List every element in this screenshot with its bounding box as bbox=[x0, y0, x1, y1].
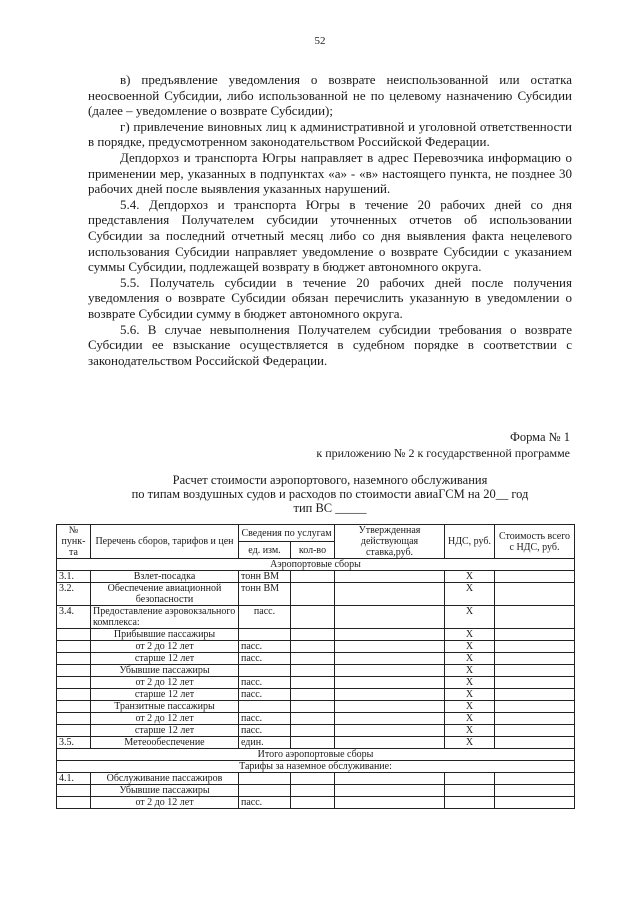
table-row bbox=[57, 797, 575, 809]
row-name: Взлет-посадка bbox=[91, 571, 239, 583]
table-row bbox=[57, 571, 575, 583]
header-cost: Стоимость всего с НДС, руб. bbox=[495, 525, 575, 559]
form-title-line: Расчет стоимости аэропортового, наземного обслуживания bbox=[172, 473, 488, 487]
table-row bbox=[57, 665, 575, 677]
row-name: от 2 до 12 лет bbox=[91, 797, 239, 809]
row-name: Предоставление аэровокзального комплекса: bbox=[91, 606, 239, 629]
row-num: 3.1. bbox=[57, 571, 91, 583]
row-num bbox=[57, 689, 91, 701]
form-title-line: по типам воздушных судов и расходов по стоимости авиаГСМ на 20__ год bbox=[131, 487, 529, 501]
row-unit: пасс. bbox=[239, 797, 291, 809]
table-row bbox=[57, 773, 575, 785]
paragraph: г) привлечение виновных лиц к административной и уголовной ответственности в порядке, предусмотренном законодательством Российской Федерации. bbox=[88, 118, 572, 150]
calculation-table bbox=[56, 524, 575, 809]
row-unit: тонн ВМ bbox=[239, 583, 291, 606]
row-num: 3.5. bbox=[57, 737, 91, 749]
row-unit: пасс. bbox=[239, 713, 291, 725]
row-num bbox=[57, 701, 91, 713]
row-unit: пасс. bbox=[239, 606, 291, 629]
paragraph: 5.4. Депдорхоз и транспорта Югры в течение 20 рабочих дней со дня представления Получателем субсидии уточненных отчетов об использовании Субсидии за последний отчетный месяц либо со дня выявления факта нецелевого использования Субсидии направляет уведомление о возврате Субсидии с указанием суммы Субсидии, подлежащей возврату в бюджет автономного округа. bbox=[88, 196, 572, 275]
row-name: Убывшие пассажиры bbox=[91, 785, 239, 797]
row-unit bbox=[239, 665, 291, 677]
row-unit: пасс. bbox=[239, 653, 291, 665]
row-vat: X bbox=[445, 701, 495, 713]
table-row bbox=[57, 725, 575, 737]
row-unit: пасс. bbox=[239, 677, 291, 689]
row-num bbox=[57, 785, 91, 797]
table-row bbox=[57, 737, 575, 749]
row-unit bbox=[239, 785, 291, 797]
row-vat: X bbox=[445, 737, 495, 749]
row-vat: X bbox=[445, 629, 495, 641]
table-row bbox=[57, 653, 575, 665]
row-num: 4.1. bbox=[57, 773, 91, 785]
table-row bbox=[57, 701, 575, 713]
row-vat: X bbox=[445, 725, 495, 737]
row-vat: X bbox=[445, 606, 495, 629]
row-name: Прибывшие пассажиры bbox=[91, 629, 239, 641]
row-unit bbox=[239, 701, 291, 713]
row-unit bbox=[239, 773, 291, 785]
row-unit: пасс. bbox=[239, 689, 291, 701]
row-num: 3.4. bbox=[57, 606, 91, 629]
row-num bbox=[57, 713, 91, 725]
row-unit: един. bbox=[239, 737, 291, 749]
row-name: от 2 до 12 лет bbox=[91, 713, 239, 725]
row-vat: X bbox=[445, 653, 495, 665]
row-num bbox=[57, 797, 91, 809]
row-num bbox=[57, 677, 91, 689]
row-name: от 2 до 12 лет bbox=[91, 641, 239, 653]
table-row bbox=[57, 689, 575, 701]
table-row bbox=[57, 606, 575, 629]
header-list: Перечень сборов, тарифов и цен bbox=[91, 525, 239, 559]
form-number: Форма № 1 bbox=[510, 430, 570, 444]
header-vat: НДС, руб. bbox=[445, 525, 495, 559]
paragraph: Депдорхоз и транспорта Югры направляет в адрес Перевозчика информацию о применении мер, указанных в подпунктах «а» - «в» настоящего пункта, не позднее 30 рабочих дней после выявления указанных нарушений. bbox=[88, 149, 572, 197]
table-row bbox=[57, 583, 575, 606]
row-num bbox=[57, 725, 91, 737]
header-services: Сведения по услугам bbox=[239, 525, 335, 542]
row-name: Убывшие пассажиры bbox=[91, 665, 239, 677]
form-title-line: тип ВС _____ bbox=[293, 501, 367, 515]
table-row bbox=[57, 629, 575, 641]
row-name: Обеспечение авиационной безопасности bbox=[91, 583, 239, 606]
row-num: 3.2. bbox=[57, 583, 91, 606]
row-vat: X bbox=[445, 677, 495, 689]
form-title bbox=[88, 473, 572, 515]
appendix-reference: к приложению № 2 к государственной программе bbox=[316, 446, 570, 460]
row-vat: X bbox=[445, 665, 495, 677]
row-name: Обслуживание пассажиров bbox=[91, 773, 239, 785]
row-num bbox=[57, 629, 91, 641]
table-row bbox=[57, 713, 575, 725]
row-vat: X bbox=[445, 571, 495, 583]
header-rate: Утвержденная действующая ставка,руб. bbox=[335, 525, 445, 559]
table-row bbox=[57, 785, 575, 797]
row-unit: тонн ВМ bbox=[239, 571, 291, 583]
section-total-airport-fees: Итого аэропортовые сборы bbox=[57, 749, 575, 761]
header-qty: кол-во bbox=[291, 542, 335, 559]
table-row bbox=[57, 677, 575, 689]
paragraph: 5.6. В случае невыполнения Получателем субсидии требования о возврате Субсидии ее взыскание осуществляется в судебном порядке в соответствии с законодательством Российской Федерации. bbox=[88, 321, 572, 368]
table-row bbox=[57, 641, 575, 653]
row-unit: пасс. bbox=[239, 641, 291, 653]
row-name: старше 12 лет bbox=[91, 689, 239, 701]
row-num bbox=[57, 665, 91, 677]
row-vat: X bbox=[445, 713, 495, 725]
body-text bbox=[88, 72, 572, 368]
row-vat: X bbox=[445, 641, 495, 653]
row-unit bbox=[239, 629, 291, 641]
row-num bbox=[57, 653, 91, 665]
row-name: старше 12 лет bbox=[91, 725, 239, 737]
row-name: Транзитные пассажиры bbox=[91, 701, 239, 713]
paragraph: в) предъявление уведомления о возврате неиспользованной или остатка неосвоенной Субсидии, либо использованной не по целевому назначению Субсидии (далее – уведомление о возврате Субсидии); bbox=[88, 72, 572, 119]
header-num: № пунк-та bbox=[57, 525, 91, 559]
row-name: от 2 до 12 лет bbox=[91, 677, 239, 689]
section-ground-tariffs: Тарифы за наземное обслуживание: bbox=[57, 761, 575, 773]
row-name: старше 12 лет bbox=[91, 653, 239, 665]
page-number: 52 bbox=[314, 35, 326, 47]
header-unit: ед. изм. bbox=[239, 542, 291, 559]
row-name: Метеообеспечение bbox=[91, 737, 239, 749]
row-num bbox=[57, 641, 91, 653]
row-vat: X bbox=[445, 583, 495, 606]
paragraph: 5.5. Получатель субсидии в течение 20 рабочих дней после получения уведомления о возврате Субсидии обязан перечислить указанную в уведомлении о возврате Субсидии сумму в бюджет автономного округа. bbox=[88, 274, 572, 321]
section-airport-fees: Аэропортовые сборы bbox=[57, 559, 575, 571]
row-unit: пасс. bbox=[239, 725, 291, 737]
row-vat: X bbox=[445, 689, 495, 701]
